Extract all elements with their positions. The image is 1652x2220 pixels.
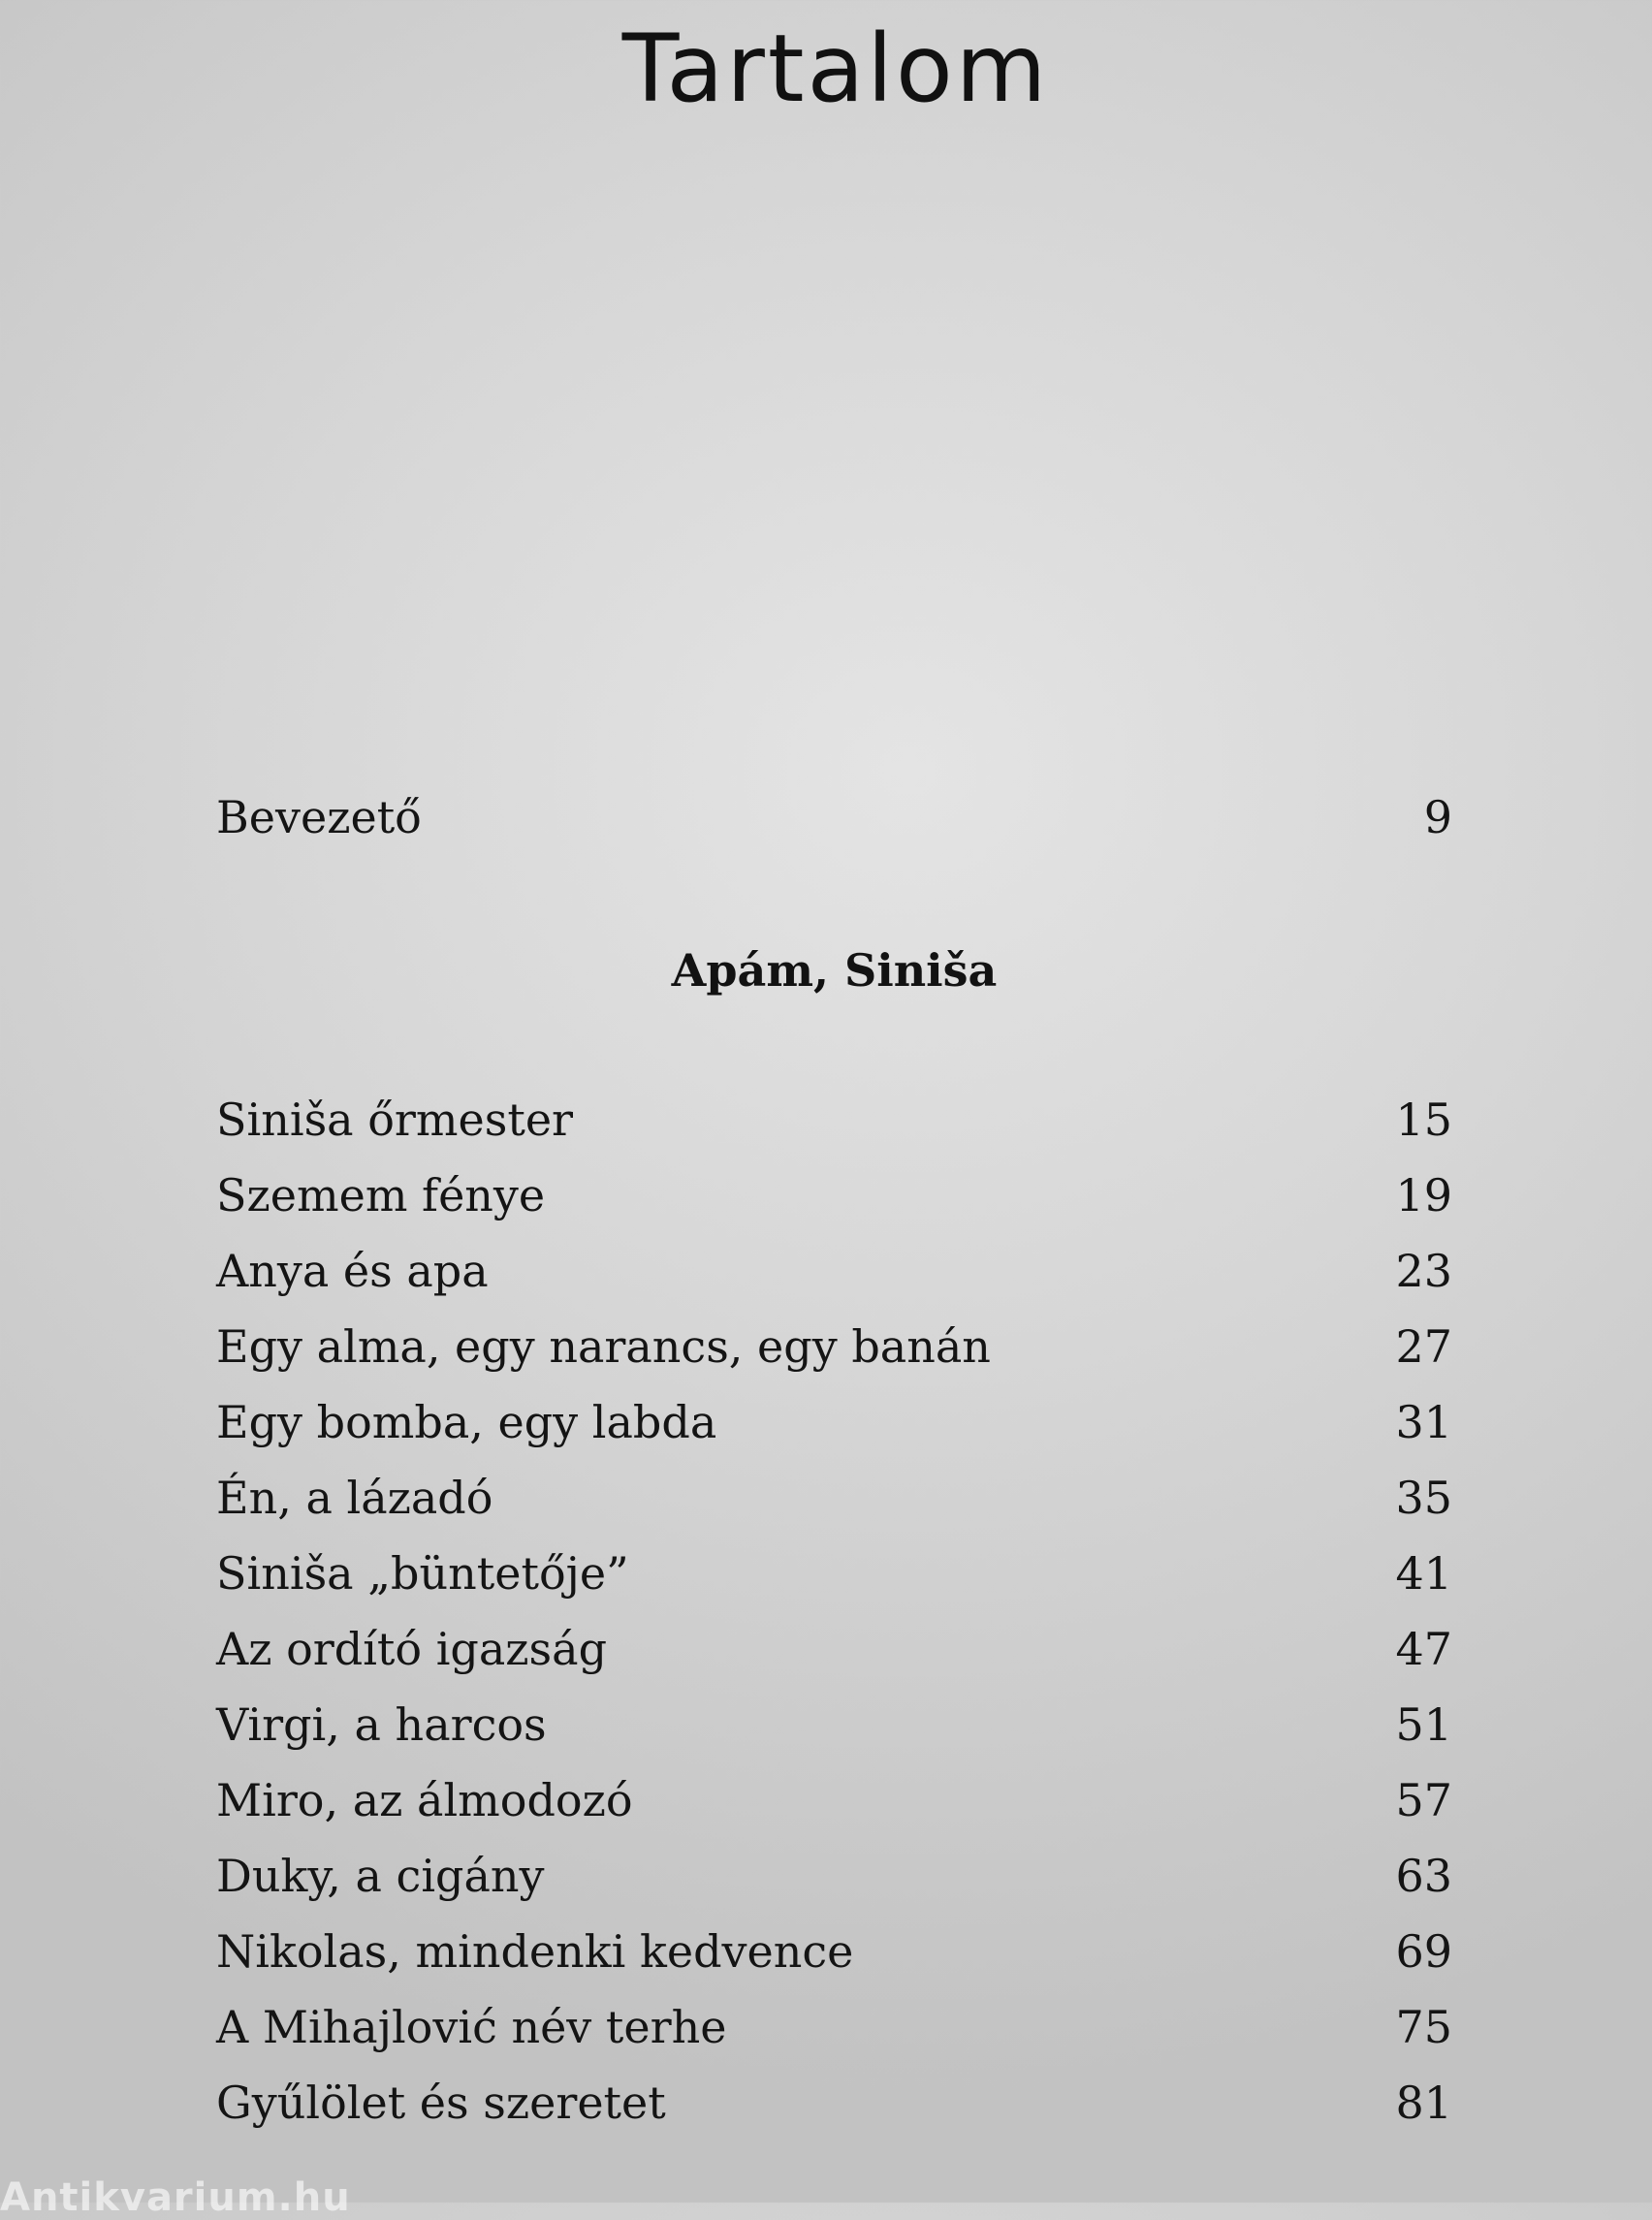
- toc-entry-label: Virgi, a harcos: [216, 1698, 547, 1751]
- page-title: Tartalom: [621, 15, 1050, 123]
- toc-entry-page: 47: [1395, 1623, 1452, 1675]
- toc-entry-page: 69: [1395, 1925, 1452, 1978]
- toc-entry: [216, 1687, 1452, 1762]
- toc-entry-label: Egy bomba, egy labda: [216, 1396, 717, 1448]
- toc-entry-label: Duky, a cigány: [216, 1850, 545, 1902]
- toc-entry-page: 35: [1395, 1472, 1452, 1524]
- section-heading: Apám, Siniša: [671, 944, 998, 997]
- toc-entry-label: A Mihajlović név terhe: [216, 2001, 727, 2053]
- toc-entry-label: Nikolas, mindenki kedvence: [216, 1925, 854, 1978]
- toc-entry-label: Anya és apa: [216, 1245, 489, 1297]
- toc-entry: [216, 1611, 1452, 1687]
- toc-entry-page: 15: [1395, 1094, 1452, 1146]
- toc-entry-page: 51: [1395, 1698, 1452, 1751]
- toc-entry-label: Én, a lázadó: [216, 1472, 493, 1524]
- toc-entry: [216, 1384, 1452, 1460]
- toc-entry: [216, 1762, 1452, 1838]
- toc-entry-label: Szemem fénye: [216, 1169, 546, 1221]
- toc-entry-label: Miro, az álmodozó: [216, 1774, 633, 1826]
- toc-entry-page: 57: [1395, 1774, 1452, 1826]
- toc-entry: [216, 1309, 1452, 1384]
- toc-entry: [216, 1082, 1452, 1158]
- toc-entry-label: Siniša őrmester: [216, 1094, 574, 1146]
- toc-entry-label: Bevezető: [216, 791, 422, 843]
- toc-entry: [216, 1914, 1452, 1989]
- toc-entry: [216, 1989, 1452, 2065]
- toc-entry-page: 23: [1395, 1245, 1452, 1297]
- toc-entry-page: 81: [1395, 2077, 1452, 2129]
- toc-entry-label: Siniša „büntetője”: [216, 1547, 629, 1600]
- toc-entry-label: Egy alma, egy narancs, egy banán: [216, 1320, 991, 1373]
- toc-entry: [216, 1838, 1452, 1914]
- toc-entry-page: 63: [1395, 1850, 1452, 1902]
- toc-entry-page: 31: [1395, 1396, 1452, 1448]
- toc-entry-label: Gyűlölet és szeretet: [216, 2077, 666, 2129]
- toc-entry: [216, 1536, 1452, 1611]
- toc-entry: [216, 1158, 1452, 1233]
- toc-entry: [216, 1460, 1452, 1536]
- toc-entry-page: 27: [1395, 1320, 1452, 1373]
- watermark: Antikvarium.hu: [0, 2175, 351, 2220]
- toc-entry-page: 75: [1395, 2001, 1452, 2053]
- toc-entry: [216, 2065, 1452, 2141]
- toc-entry-label: Az ordító igazság: [216, 1623, 608, 1675]
- toc-entry: [216, 1233, 1452, 1309]
- toc-entry-page: 41: [1395, 1547, 1452, 1600]
- toc-entry-intro: [216, 779, 1452, 855]
- toc-entry-page: 9: [1423, 791, 1452, 843]
- toc-entry-page: 19: [1395, 1169, 1452, 1221]
